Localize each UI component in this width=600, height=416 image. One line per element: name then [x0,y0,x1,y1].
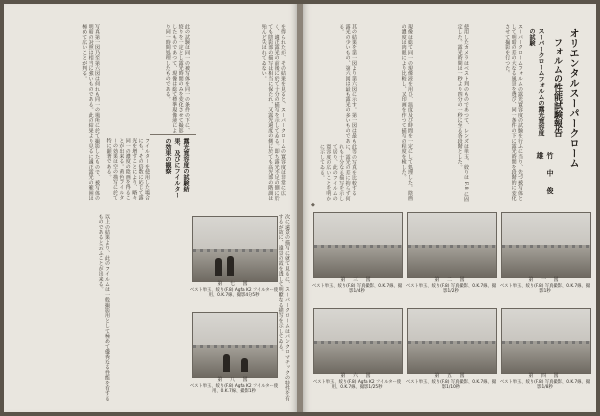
photo-fig-2-label: 第 二 図 [434,277,468,283]
left-page [4,4,297,412]
right-text-col-5: 此等の写真を比較するに、露光の差に拘らず何れも十分なる描写を示して居り、此のフイルムの寛容度の広いことを明かに示してゐる。 [318,144,357,202]
photo-fig-6-text: ベスト単玉、絞り(F.8) Agfa K2 フイルター使用、0.K.7線、撮影1/25秒 [312,379,402,391]
photo-fig-7-text: ベスト単玉、絞り(F.8) Agfa K2 フイルター使用、0.K.7線、撮影4分5秒 [189,287,279,299]
right-page [303,4,596,412]
article-title-line-2: フォルムの性能試験報告 [552,38,562,137]
photo-fig-5-label: 第 五 図 [434,373,468,379]
article-title-line-1: オリエンタルスーパークローム [567,28,578,168]
photo-fig-2-text: ベスト単玉、絞り(F.8) 写真撮影、0.K.7線、撮影1/2秒 [405,283,497,295]
left-text-col-4: フイルターを使用した場合にも、その倍数に応じて露光を増すことにより、略々同一の濃度の陰画を得ることが出来る。黄色フイルターの効果は空の描写に於て特に顕著である。 [105,138,150,201]
page-marker: ◆ [311,202,315,208]
photo-fig-3-text: ベスト単玉、絞り(F.8) 写真撮影、0.K.7線、撮影1/4秒 [311,283,403,295]
photo-fig-7-label: 第 七 図 [217,281,251,287]
photo-fig-1 [501,212,591,278]
photo-fig-8-label: 第 八 図 [217,377,251,383]
photo-fig-4-text: ベスト単玉、絞り(F.8) 写真撮影、0.K.7線、撮影1/8秒 [499,379,591,391]
photo-fig-1-text: ベスト単玉、絞り(F.8) 写真撮影、0.K.7線、撮影1秒 [499,283,591,295]
heading-rule [150,134,196,135]
photo-fig-2-caption [405,278,497,295]
photo-fig-6-caption [311,374,403,391]
photo-fig-6 [313,308,403,374]
photo-fig-5-caption [405,374,497,391]
photo-fig-3-label: 第 三 図 [340,277,374,283]
photo-fig-4-label: 第 四 図 [528,373,562,379]
left-text-col-6: 以上の結果より、此のフイルムは一般撮影用として極めて優秀なる性能を有するものであると云ふことが出来る。 [97,214,110,402]
right-text-col-3: 現像は総て同一の現像液を用ひ、温度及び時間を一定にして処理した。陰画の濃度は肉眼により比較し、又印画を作つて描写の程度を検した。 [400,24,413,201]
photo-fig-6-label: 第 六 図 [340,373,374,379]
left-text-col-1: を得られたが、その結果を見ると、スーパークロームの寛容度は非常に広く、適正露光の前後に於て十分の描写を示してゐる。即ち露光不足の側に於ても陰影部の描写は相当に保たれ、又露光過度の側に於ても高光部の階調は殆んど失はれてゐない。 [260,24,286,201]
photo-fig-5-text: ベスト単玉、絞り(F.8) 写真撮影、0.K.7線、撮影1/10秒 [405,379,497,391]
photo-fig-5 [407,308,497,374]
right-text-col-2: 使用したカメラはベスト判のものであつて、レンズは単玉、絞りは F.8 に固定した。露光時間は一秒より四分の一秒に至る各段階とした。 [456,24,469,203]
photo-fig-1-caption [499,278,591,295]
photo-fig-3-caption [311,278,403,295]
photo-fig-4-caption [499,374,591,391]
left-text-col-3: 写真第一図乃至第六図は何れも同一の場所に於て撮影したもので、被写体の明暗の対照は相当に強いものである。此の結果より見るに適正露光の範囲は極めて広いことが判る。 [81,24,100,201]
right-text-col-4: 其の結果を第一図より第六図に示す。第一図は最も露光の少いもの、第六図は最も露光の多いものである。 [338,24,357,144]
photo-fig-8-caption [188,378,280,395]
left-text-col-5: 次に遠景の描写に就て見るに、スーパークロームはパンクロマチックの特性を有するが故に、遠景の霞を透して明瞭なる描写を示してゐる。 [277,214,290,402]
photo-fig-4 [501,308,591,374]
inset-heading: 露光寛容度の試験結果、及びにフイルターの効果の観察 [164,138,189,198]
article-author: 竹 中 俊 雄 [536,152,555,198]
article-subtitle: スーパークロームフォルムの露光寛容度の試験 [528,28,544,136]
photo-fig-7-caption [188,282,280,299]
photo-fig-2 [407,212,497,278]
photo-fig-7 [192,216,278,282]
photo-fig-3 [313,212,403,278]
photo-fig-8-text: ベスト単玉、絞り(F.8) Agfa K2 フイルター使用、0.K.7線、撮影1秒 [189,383,279,395]
photo-fig-1-label: 第 一 図 [528,277,562,283]
right-text-col-1: スーパークロームフォルムの露光寛容度の試験を行ふに当り、先づ被写体として明暗の差の大なる風景を選び、同一条件の下に露光時間を段階的に変化させて撮影を行つた。 [504,24,523,201]
left-text-col-2: 此の試験は同一の被写体を同一の条件の下に、絞りを一定とし露光時間のみを変化させて撮影したものであつて、現像は総て標準現像液により同一時間処理したものである。 [164,24,190,134]
photo-fig-8 [192,312,278,378]
